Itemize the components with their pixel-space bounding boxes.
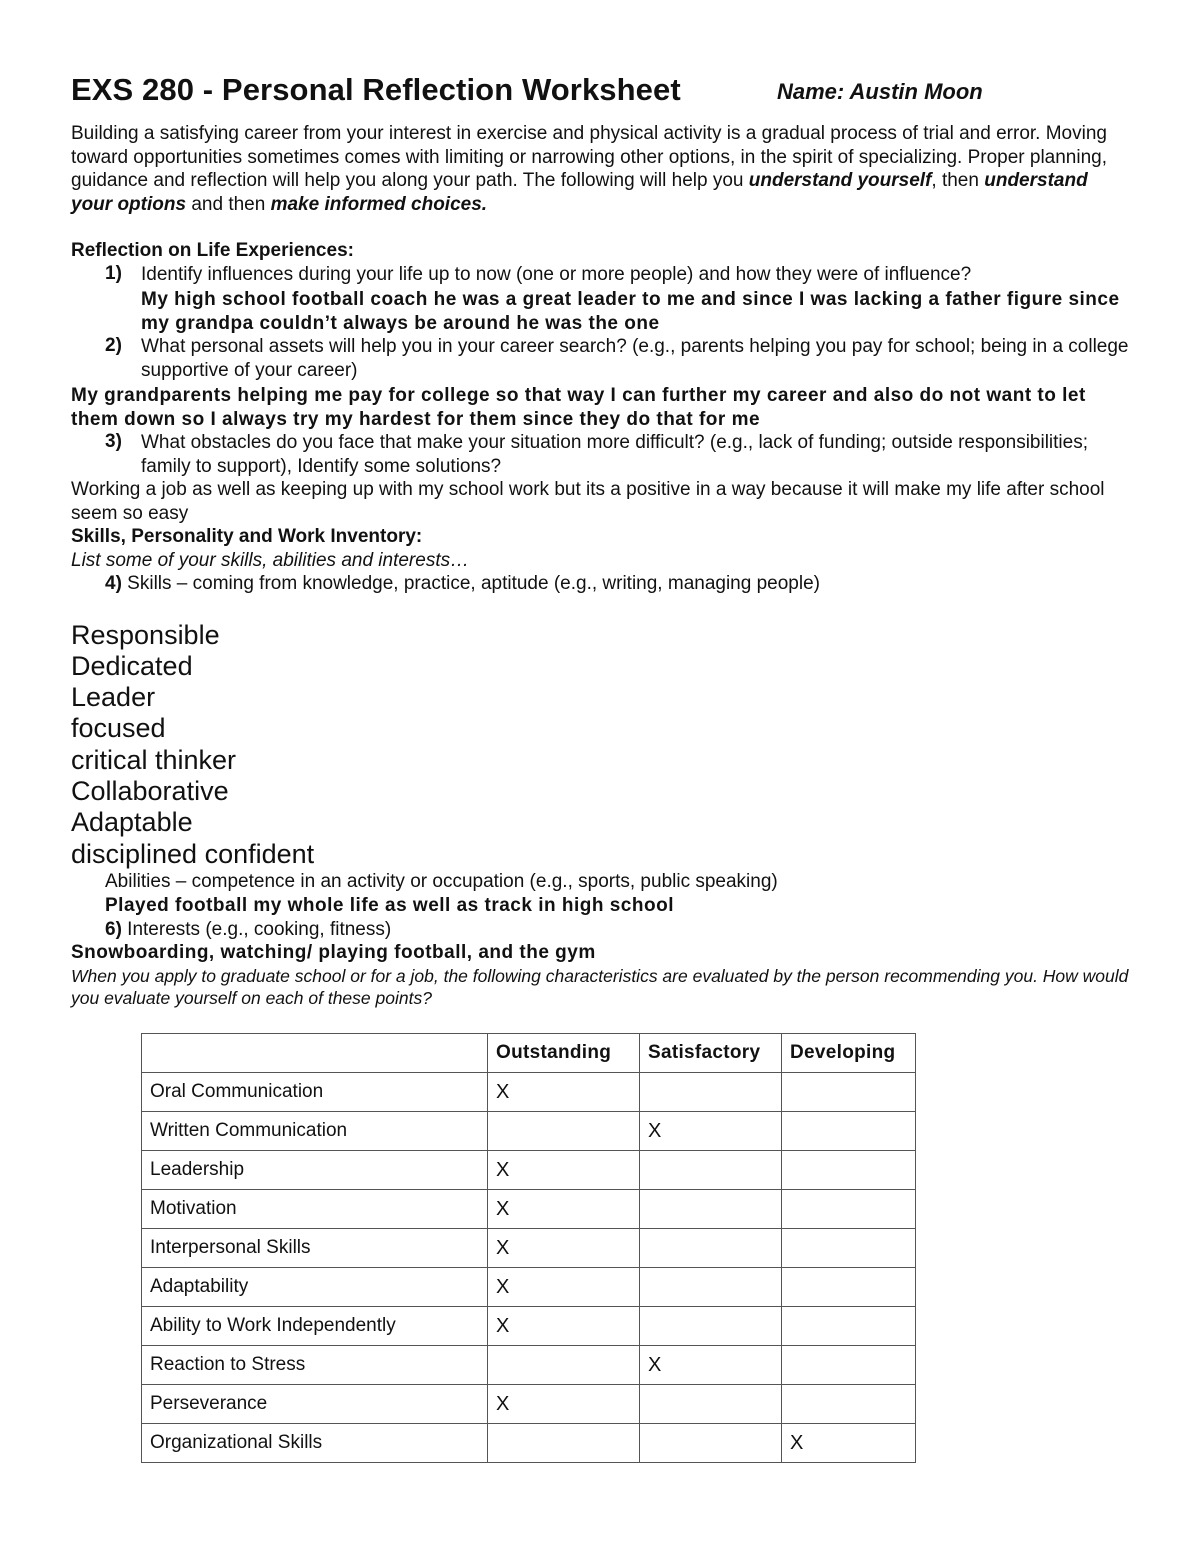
- table-row: [142, 1268, 916, 1307]
- rating-cell: X: [640, 1346, 782, 1385]
- skill-item: Adaptable: [71, 807, 193, 838]
- table-header-satisfactory: Satisfactory: [640, 1034, 782, 1073]
- rating-cell: [640, 1268, 782, 1307]
- characteristic-cell: Leadership: [142, 1151, 488, 1190]
- intro-connector-2: and then: [186, 193, 271, 215]
- rating-cell: [640, 1385, 782, 1424]
- rating-cell: [782, 1346, 916, 1385]
- table-body: [142, 1073, 916, 1463]
- inventory-prompt: List some of your skills, abilities and interests…: [71, 549, 470, 571]
- name-label: Name:: [777, 79, 845, 104]
- evaluation-prompt: When you apply to graduate school or for a job, the following characteristics are evaluated by the person recommending you. How would you evaluate yourself on each of these points?: [71, 965, 1129, 1008]
- header: [71, 70, 1133, 114]
- table-header-developing: Developing: [782, 1034, 916, 1073]
- table-row: [142, 1073, 916, 1112]
- intro-connector-1: , then: [931, 170, 985, 191]
- question-3-number: 3): [105, 431, 122, 452]
- question-1: [71, 263, 1133, 336]
- reflection-heading: Reflection on Life Experiences:: [71, 240, 354, 261]
- rating-cell: X: [488, 1268, 640, 1307]
- skill-item: disciplined confident: [71, 838, 315, 869]
- rating-cell: X: [488, 1229, 640, 1268]
- question-6: [71, 918, 1133, 942]
- rating-cell: X: [488, 1307, 640, 1346]
- rating-cell: [640, 1073, 782, 1112]
- rating-cell: X: [488, 1073, 640, 1112]
- question-1-number: 1): [105, 262, 122, 284]
- rating-cell: [782, 1385, 916, 1424]
- skill-item: Collaborative: [71, 775, 229, 806]
- question-1-text: Identify influences during your life up to now (one or more people) and how they were of influence?: [141, 263, 972, 285]
- rating-cell: [640, 1424, 782, 1463]
- table-header-outstanding: Outstanding: [488, 1034, 640, 1073]
- rating-cell: X: [488, 1190, 640, 1229]
- rating-cell: [488, 1346, 640, 1385]
- question-3-text: What obstacles do you face that make your situation more difficult? (e.g., lack of funding; outside responsibilities; family to support), Identify some solutions?: [141, 432, 1088, 477]
- characteristic-cell: Perseverance: [142, 1385, 488, 1424]
- question-2: [71, 335, 1133, 382]
- table-row: [142, 1112, 916, 1151]
- abilities-answer: Played football my whole life as well as track in high school: [105, 895, 674, 917]
- rating-cell: X: [640, 1112, 782, 1151]
- rating-cell: [782, 1307, 916, 1346]
- intro-paragraph: [71, 122, 1133, 216]
- table-row: [142, 1229, 916, 1268]
- table-header-blank: [142, 1034, 488, 1073]
- characteristic-cell: Reaction to Stress: [142, 1346, 488, 1385]
- question-3: [71, 431, 1133, 478]
- rating-cell: [782, 1151, 916, 1190]
- table-header-row: [142, 1034, 916, 1073]
- question-1-answer: My high school football coach he was a great leader to me and since I was lacking a father figure since my grandpa couldn’t always be around he was the one: [141, 289, 1120, 334]
- rating-cell: [640, 1229, 782, 1268]
- rating-cell: [640, 1190, 782, 1229]
- rating-cell: [640, 1307, 782, 1346]
- rating-cell: X: [782, 1424, 916, 1463]
- question-6-answer: Snowboarding, watching/ playing football, and the gym: [71, 942, 596, 964]
- name-value: Austin Moon: [849, 79, 983, 104]
- question-4-number: 4): [105, 573, 122, 594]
- skill-item: Responsible: [71, 619, 220, 650]
- table-row: [142, 1151, 916, 1190]
- intro-emphasis-1: understand yourself: [748, 170, 932, 191]
- table-row: [142, 1385, 916, 1424]
- characteristic-cell: Adaptability: [142, 1268, 488, 1307]
- skill-item: critical thinker: [71, 744, 237, 775]
- characteristic-cell: Motivation: [142, 1190, 488, 1229]
- rating-cell: [488, 1112, 640, 1151]
- characteristic-cell: Written Communication: [142, 1112, 488, 1151]
- rating-cell: [782, 1112, 916, 1151]
- rating-cell: [782, 1268, 916, 1307]
- skill-item: focused: [71, 713, 166, 744]
- characteristic-cell: Organizational Skills: [142, 1424, 488, 1463]
- question-6-number: 6): [105, 918, 122, 940]
- name-field: [777, 79, 983, 105]
- intro-text: Building a satisfying career from your interest in exercise and physical activity is a gradual process of trial and error. Moving toward opportunities sometimes comes with limiting or narrowing other options, in the spirit of specializing. Proper planning, guidance and reflection will help you along your path. The following will help you: [71, 123, 1108, 191]
- intro-emphasis-3: make informed choices.: [270, 193, 488, 215]
- table-row: [142, 1346, 916, 1385]
- question-3-answer: Working a job as well as keeping up with my school work but its a positive in a way because it will make my life after school seem so easy: [71, 479, 1105, 524]
- rating-cell: [488, 1424, 640, 1463]
- rating-cell: X: [488, 1151, 640, 1190]
- characteristic-cell: Ability to Work Independently: [142, 1307, 488, 1346]
- characteristic-cell: Oral Communication: [142, 1073, 488, 1112]
- table-row: [142, 1307, 916, 1346]
- table-row: [142, 1424, 916, 1463]
- rating-cell: [782, 1229, 916, 1268]
- skill-item: Dedicated: [71, 650, 193, 681]
- skills-list: [71, 620, 1133, 870]
- question-2-number: 2): [105, 335, 122, 356]
- characteristic-cell: Interpersonal Skills: [142, 1229, 488, 1268]
- abilities-text: Abilities – competence in an activity or occupation (e.g., sports, public speaking): [105, 870, 778, 892]
- question-6-text: Interests (e.g., cooking, fitness): [121, 918, 392, 940]
- question-4-text: Skills – coming from knowledge, practice, aptitude (e.g., writing, managing people): [121, 573, 820, 594]
- rating-cell: X: [488, 1385, 640, 1424]
- rating-cell: [782, 1073, 916, 1112]
- rating-cell: [640, 1151, 782, 1190]
- table-row: [142, 1190, 916, 1229]
- rating-cell: [782, 1190, 916, 1229]
- self-evaluation-table: [141, 1033, 916, 1463]
- question-2-text: What personal assets will help you in your career search? (e.g., parents helping you pay for school; being in a college supportive of your career): [141, 336, 1129, 381]
- intro-emphasis-2: understand your options: [71, 170, 1088, 215]
- question-4: [71, 572, 1133, 596]
- worksheet-page: [71, 70, 1133, 1009]
- inventory-heading: Skills, Personality and Work Inventory:: [71, 526, 423, 547]
- page-title: EXS 280 - Personal Reflection Worksheet: [71, 72, 681, 107]
- skill-item: Leader: [71, 682, 156, 713]
- question-2-answer: My grandparents helping me pay for college so that way I can further my career and also do not want to let them down so I always try my hardest for them since they do that for me: [71, 385, 1086, 430]
